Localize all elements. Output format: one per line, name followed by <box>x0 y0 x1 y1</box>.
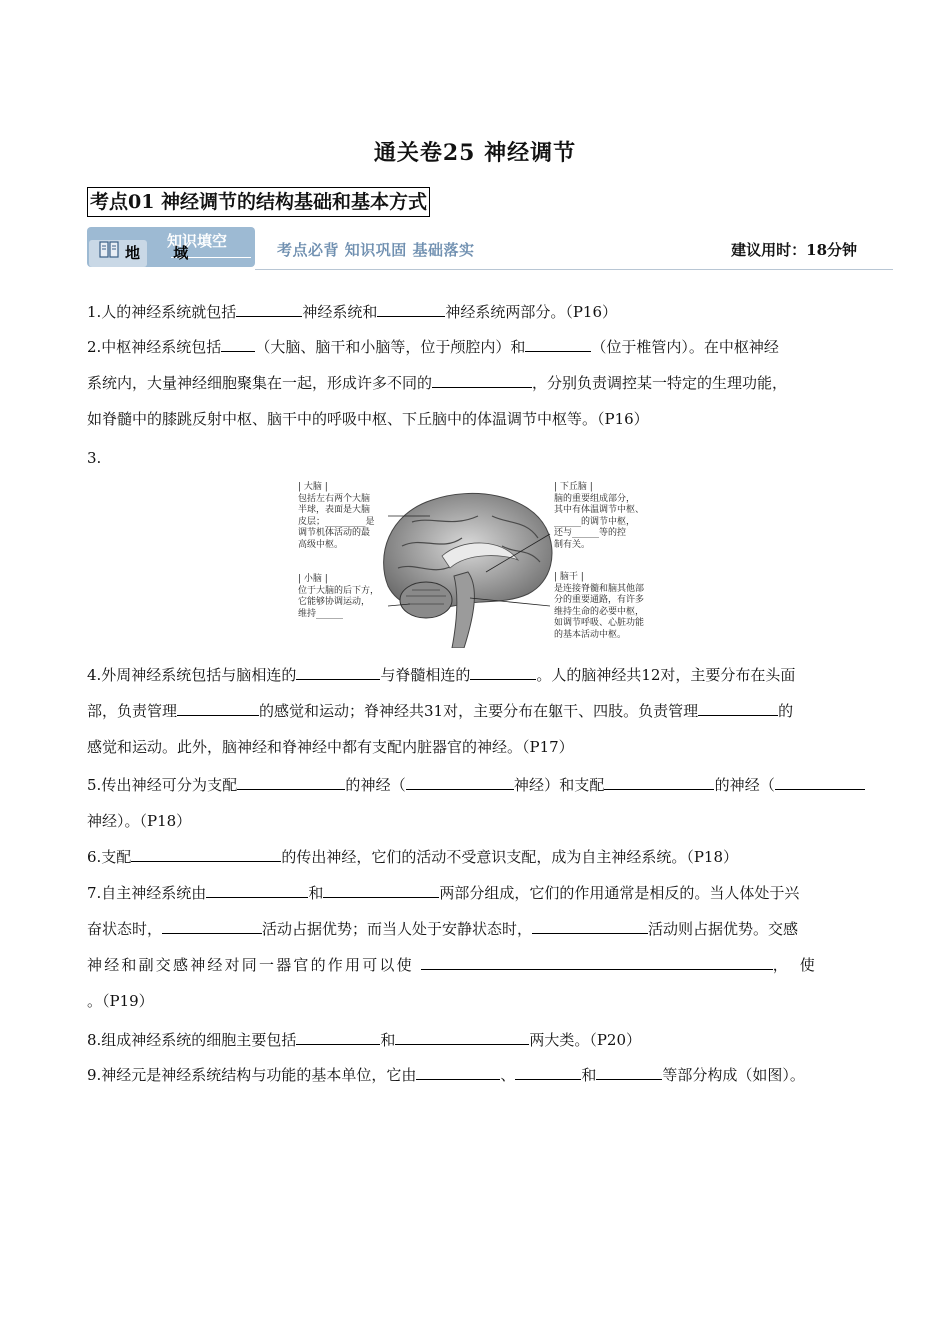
banner-slogan: 考点必背 知识巩固 基础落实 <box>277 241 475 259</box>
caption-line: 还与______等的控 <box>554 528 627 538</box>
q5-text-e: 神经）。（P18） <box>87 812 192 830</box>
q7-text-a: 7.自主神经系统由 <box>87 884 207 902</box>
question-7 <box>87 875 865 1019</box>
caption-line: 脑的重要组成部分， <box>554 493 636 504</box>
q5-text-d: 的神经（ <box>714 776 775 794</box>
question-9 <box>87 1057 865 1093</box>
page-title: 通关卷25 神经调节 <box>373 140 577 166</box>
q4-line-1 <box>87 657 865 693</box>
hypothalamus-caption <box>554 482 644 551</box>
q7-text-b: 和 <box>308 884 324 902</box>
caption-line: 维持______ <box>298 608 344 619</box>
q7-text-h: ，使 <box>772 956 827 974</box>
q7-line-3 <box>87 947 865 983</box>
caption-line: 高级中枢。 <box>298 539 344 550</box>
caption-line: 包括左右两个大脑 <box>298 493 371 504</box>
q2-line-1 <box>87 329 865 365</box>
q4-line-2 <box>87 693 865 729</box>
caption-line: 维持生命的必要中枢， <box>554 606 645 617</box>
blank <box>221 337 255 352</box>
question-4 <box>87 657 865 765</box>
blank <box>177 701 259 716</box>
blank <box>323 883 439 898</box>
q2-text-a: 2.中枢神经系统包括 <box>87 338 222 356</box>
blank <box>470 665 536 680</box>
caption-line: 分的重要通路，有许多 <box>554 595 645 605</box>
blank <box>206 883 308 898</box>
caption-line: 制有关。 <box>554 539 591 550</box>
caption-line: 的基本活动中枢。 <box>554 629 627 640</box>
caption-line: 其中有体温调节中枢、 <box>554 505 645 515</box>
q9-text-d: 等部分构成（如图）。 <box>662 1066 805 1084</box>
q2-text-e: ，分别负责调控某一特定的生理功能， <box>532 374 788 392</box>
brainstem-title: | 脑干 | <box>554 572 584 582</box>
q9-text-c: 和 <box>581 1066 597 1084</box>
q7-line-1 <box>87 875 865 911</box>
blank <box>525 337 591 352</box>
suggested-time: 建议用时：18分钟 <box>731 241 857 259</box>
caption-line: 如调节呼吸、心脏功能 <box>554 618 645 628</box>
book-icon <box>99 241 119 259</box>
caption-line: 是连接脊髓和脑其他部 <box>554 583 645 594</box>
caption-line: 调节机体活动的最 <box>298 528 371 538</box>
q2-line-2 <box>87 365 865 401</box>
q7-text-c: 两部分组成，它们的作用通常是相反的。当人体处于兴 <box>439 884 800 902</box>
caption-line: 它能够协调运动， <box>298 597 371 607</box>
caption-line: ______的调节中枢， <box>554 516 636 527</box>
cerebellum-caption <box>298 574 379 620</box>
blank <box>698 701 778 716</box>
q4-text-a: 4.外周神经系统包括与脑相连的 <box>87 666 297 684</box>
q9-text-b: 、 <box>500 1066 516 1084</box>
q1-text-b: 神经系统和 <box>302 303 378 321</box>
blank <box>131 847 281 862</box>
q4-line-3: 感觉和运动。此外，脑神经和脊神经中都有支配内脏器官的神经。（P17） <box>87 738 574 756</box>
question-5 <box>87 767 865 839</box>
blank <box>432 373 532 388</box>
q4-text-f: 的 <box>778 702 794 720</box>
blank <box>416 1065 500 1080</box>
q6-text-b: 的传出神经，它们的活动不受意识支配，成为自主神经系统。（P18） <box>281 848 738 866</box>
brainstem-caption <box>554 572 644 641</box>
blank <box>296 665 380 680</box>
blank <box>421 955 773 970</box>
q4-text-c: 。人的脑神经共12对，主要分布在头面 <box>536 666 796 684</box>
banner-subtitle: 地 域 <box>125 244 203 262</box>
section-heading: 考点01 神经调节的结构基础和基本方式 <box>87 187 430 217</box>
q4-text-d: 部，负责管理 <box>87 702 178 720</box>
cerebrum-title: | 大脑 | <box>298 482 328 492</box>
blank <box>296 1030 380 1045</box>
q7-text-f: 活动则占据优势。交感 <box>648 920 799 938</box>
q2-line-3: 如脊髓中的膝跳反射中枢、脑干中的呼吸中枢、下丘脑中的体温调节中枢等。（P16） <box>87 410 649 428</box>
q7-text-e: 活动占据优势；而当人处于安静状态时， <box>262 920 533 938</box>
blank <box>604 775 714 790</box>
q2-text-c: （位于椎管内）。在中枢神经 <box>591 338 779 356</box>
q5-text-b: 的神经（ <box>345 776 406 794</box>
q4-text-b: 与脊髓相连的 <box>380 666 471 684</box>
caption-line: 位于大脑的后下方， <box>298 585 380 596</box>
q5-text-a: 5.传出神经可分为支配 <box>87 776 238 794</box>
cerebellum-title: | 小脑 | <box>298 574 328 584</box>
q7-text-d: 奋状态时， <box>87 920 163 938</box>
caption-line: 皮层；_________是 <box>298 516 375 527</box>
q1-text-c: 神经系统两部分。（P16） <box>445 303 618 321</box>
question-6 <box>87 839 865 875</box>
hypothalamus-title: | 下丘脑 | <box>554 482 593 492</box>
blank <box>532 919 648 934</box>
blank <box>596 1065 662 1080</box>
question-2 <box>87 329 865 437</box>
blank <box>236 302 302 317</box>
q7-line-2 <box>87 911 865 947</box>
q2-text-d: 系统内，大量神经细胞聚集在一起，形成许多不同的 <box>87 374 433 392</box>
banner-rule <box>255 269 893 270</box>
q5-text-c: 神经）和支配 <box>513 776 605 794</box>
blank <box>377 302 445 317</box>
q1-text-a: 1.人的神经系统就包括 <box>87 303 237 321</box>
brain-diagram <box>292 476 664 648</box>
q4-text-e: 的感觉和运动；脊神经共31对，主要分布在躯干、四肢。负责管理 <box>259 702 699 720</box>
question-3: 3. <box>87 449 102 467</box>
q7-line-4: 。（P19） <box>87 992 154 1010</box>
q9-text-a: 9.神经元是神经系统结构与功能的基本单位，它由 <box>87 1066 417 1084</box>
cerebrum-caption <box>298 482 375 551</box>
q8-text-a: 8.组成神经系统的细胞主要包括 <box>87 1031 297 1049</box>
q7-text-g: 神经和副交感神经对同一器官的作用可以使 <box>87 956 414 974</box>
blank <box>162 919 262 934</box>
blank <box>515 1065 581 1080</box>
blank <box>775 775 865 790</box>
section-banner <box>87 227 893 271</box>
blank <box>406 775 514 790</box>
q8-text-b: 和 <box>380 1031 396 1049</box>
blank <box>237 775 345 790</box>
banner-title: 知识填空 <box>167 232 228 250</box>
q6-text-a: 6.支配 <box>87 848 132 866</box>
question-1 <box>87 294 865 330</box>
q8-text-c: 两大类。（P20） <box>529 1031 642 1049</box>
q2-text-b: （大脑、脑干和小脑等，位于颅腔内）和 <box>255 338 526 356</box>
question-8 <box>87 1022 865 1058</box>
blank <box>395 1030 529 1045</box>
caption-line: 半球，表面是大脑 <box>298 505 371 515</box>
